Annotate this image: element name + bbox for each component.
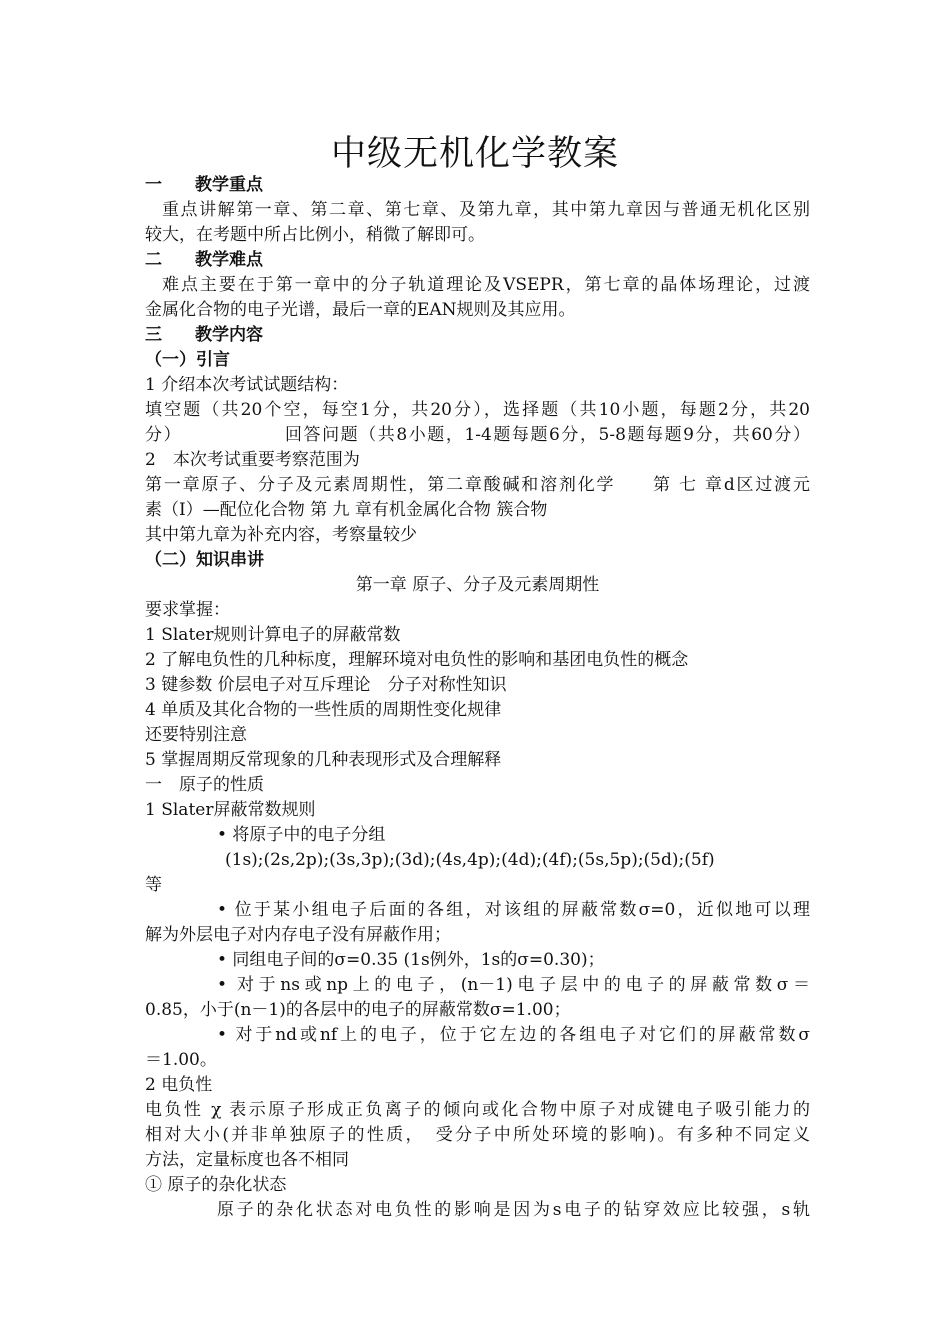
paragraph-line: 填空题（共20个空，每空1分，共20分），选择题（共10小题，每题2分，共20	[145, 400, 810, 420]
paragraph-line: 金属化合物的电子光谱，最后一章的EAN规则及其应用。	[145, 300, 576, 320]
section-heading-difficulty	[145, 248, 810, 273]
bullet-item: • 同组电子间的σ=0.35 (1s例外，1s的σ=0.30)；	[217, 950, 605, 970]
document-body	[145, 173, 810, 1223]
list-item: 4 单质及其化合物的一些性质的周期性变化规律	[145, 700, 502, 720]
subsection-heading-knowledge: （二）知识串讲	[145, 550, 264, 570]
paragraph-line: 要求掌握：	[145, 600, 230, 620]
bullet-item: • 将原子中的电子分组	[217, 825, 386, 845]
subsection-heading-intro: （一）引言	[145, 350, 230, 370]
section-number: 三	[145, 325, 162, 345]
paragraph-line: 1 介绍本次考试试题结构：	[145, 375, 349, 395]
paragraph-line: 原子的杂化状态对电负性的影响是因为s电子的钻穿效应比较强，s轨	[217, 1200, 810, 1220]
paragraph-line: 方法，定量标度也各不相同	[145, 1150, 349, 1170]
paragraph-line: 0.85，小于(n－1)的各层中的电子的屏蔽常数σ=1.00；	[145, 1000, 571, 1020]
paragraph-line: 其中第九章为补充内容，考察量较少	[145, 525, 417, 545]
paragraph-line: 素（I）—配位化合物 第 九 章有机金属化合物 簇合物	[145, 500, 548, 520]
section-number: 二	[145, 250, 162, 270]
paragraph-line: ＝1.00。	[145, 1050, 217, 1070]
bullet-item: • 位于某小组电子后面的各组，对该组的屏蔽常数σ=0，近似地可以理	[217, 900, 810, 920]
section-label: 教学难点	[195, 250, 263, 270]
section-label: 教学内容	[195, 325, 263, 345]
chapter-heading: 第一章 原子、分子及元素周期性	[355, 575, 600, 595]
paragraph-line: 等	[145, 875, 162, 895]
list-item: 3 键参数 价层电子对互斥理论 分子对称性知识	[145, 675, 507, 695]
section-label: 教学重点	[195, 175, 263, 195]
list-item: 5 掌握周期反常现象的几种表现形式及合理解释	[145, 750, 502, 770]
paragraph-line: 相对大小(并非单独原子的性质， 受分子中所处环境的影响)。有多种不同定义	[145, 1125, 810, 1145]
paragraph-line: 难点主要在于第一章中的分子轨道理论及VSEPR，第七章的晶体场理论，过渡	[162, 275, 810, 295]
part-heading: 一 原子的性质	[145, 775, 264, 795]
paragraph-line: 解为外层电子对内存电子没有屏蔽作用；	[145, 925, 451, 945]
paragraph-line: 较大，在考题中所占比例小，稍微了解即可。	[145, 225, 485, 245]
paragraph-line: 2 本次考试重要考察范围为	[145, 450, 360, 470]
list-item: 2 了解电负性的几种标度，理解环境对电负性的影响和基团电负性的概念	[145, 650, 689, 670]
section-heading-content	[145, 323, 810, 348]
paragraph-line: 电负性 χ 表示原子形成正负离子的倾向或化合物中原子对成键电子吸引能力的	[145, 1100, 810, 1120]
formula-line: (1s);(2s,2p);(3s,3p);(3d);(4s,4p);(4d);(4f);(5s,5p);(5d);(5f)	[225, 850, 715, 870]
list-item: ① 原子的杂化状态	[145, 1175, 287, 1195]
paragraph-line: 第一章原子、分子及元素周期性，第二章酸碱和溶剂化学 第 七 章d区过渡元	[145, 475, 810, 495]
section-heading-focus	[145, 173, 810, 198]
paragraph-line: 重点讲解第一章、第二章、第七章、及第九章，其中第九章因与普通无机化区别	[162, 200, 810, 220]
paragraph-line: 1 Slater屏蔽常数规则	[145, 800, 316, 820]
part-heading: 2 电负性	[145, 1075, 213, 1095]
bullet-item: • 对于ns或np上的电子，(n－1)电子层中的电子的屏蔽常数σ＝	[217, 975, 810, 995]
bullet-item: • 对于nd或nf上的电子，位于它左边的各组电子对它们的屏蔽常数σ	[217, 1025, 810, 1045]
list-item: 1 Slater规则计算电子的屏蔽常数	[145, 625, 401, 645]
document-title: 中级无机化学教案	[330, 134, 619, 174]
paragraph-line: 还要特别注意	[145, 725, 247, 745]
paragraph-line: 分） 回答问题（共8小题，1-4题每题6分，5-8题每题9分，共60分）	[145, 425, 810, 445]
section-number: 一	[145, 175, 162, 195]
